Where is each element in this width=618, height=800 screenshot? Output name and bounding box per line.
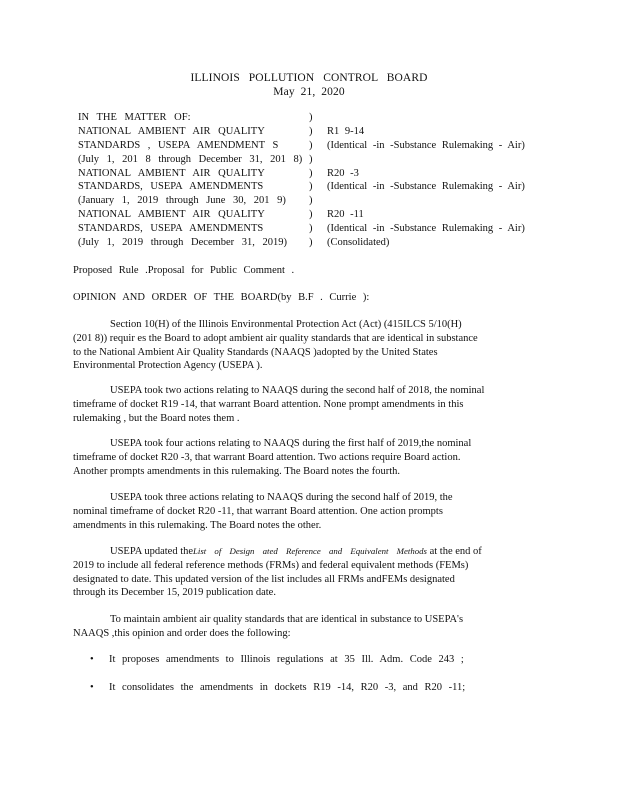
- caption-right: (Identical -in -Substance Rulemaking - Air): [327, 139, 525, 151]
- agency-title: ILLINOIS POLLUTION CONTROL BOARD: [190, 72, 428, 84]
- text-line: to the National Ambient Air Quality Standards (NAAQS )adopted by the United States: [73, 346, 438, 358]
- paragraph-r19-14: [73, 384, 533, 425]
- caption-left: IN THE MATTER OF:: [78, 112, 191, 123]
- caption-paren: ): [309, 167, 313, 179]
- paragraph-statutory-basis: [73, 318, 533, 373]
- caption-paren: ): [309, 139, 313, 151]
- caption-left: STANDARDS, USEPA AMENDMENTS: [78, 223, 264, 235]
- bullet-text: It consolidates the amendments in dockets R19 -14, R20 -3, and R20 -11;: [109, 682, 466, 693]
- text-line: USEPA took four actions relating to NAAQS during the first half of 2019,the nominal: [110, 438, 472, 449]
- caption-paren: ): [309, 153, 313, 165]
- text-line: To maintain ambient air quality standards that are identical in substance to USEPA's: [110, 614, 464, 625]
- caption-paren: ): [309, 223, 313, 235]
- text-line: amendments in this rulemaking. The Board notes the other.: [73, 519, 322, 531]
- caption-paren: ): [309, 181, 313, 193]
- text-line: through its December 15, 2019 publication date.: [73, 587, 276, 599]
- text-line: NAAQS ,this opinion and order does the following:: [73, 627, 291, 639]
- list-title-italic: List of Design ated Reference and Equivalent Methods: [193, 546, 427, 556]
- proposal-line: Proposed Rule .Proposal for Public Comment .: [73, 265, 295, 276]
- caption-left: STANDARDS , USEPA AMENDMENT S: [78, 139, 279, 151]
- text-run: USEPA updated the: [110, 546, 194, 557]
- caption-left: STANDARDS, USEPA AMENDMENTS: [78, 181, 264, 193]
- caption-row: [78, 223, 548, 237]
- paragraph-r20-11: [73, 491, 533, 532]
- caption-right: R1 9-14: [327, 125, 365, 137]
- caption-left: NATIONAL AMBIENT AIR QUALITY: [78, 167, 265, 179]
- caption-row: [78, 126, 548, 140]
- bullet-icon: •: [90, 682, 94, 693]
- caption-row: [78, 237, 548, 251]
- paragraph-summary-intro: [73, 613, 533, 641]
- paragraph-frm-fem-list: [73, 545, 533, 600]
- caption-left: (January 1, 2019 through June 30, 201 9): [78, 195, 286, 207]
- caption-row: [78, 112, 548, 126]
- caption-row: [78, 181, 548, 195]
- bullet-text: It proposes amendments to Illinois regulations at 35 Ill. Adm. Code 243 ;: [109, 654, 464, 665]
- text-line: timeframe of docket R19 -14, that warrant Board attention. None prompt amendments in this: [73, 398, 464, 410]
- bullet-icon: •: [90, 654, 94, 665]
- caption-row: [78, 195, 548, 209]
- text-line: Environmental Protection Agency (USEPA ).: [73, 360, 263, 372]
- caption-right: R20 -11: [327, 209, 364, 221]
- paragraph-r20-3: [73, 437, 533, 478]
- text-line: designated to date. This updated version of the list includes all FRMs andFEMs designated: [73, 573, 455, 585]
- caption-paren: ): [309, 195, 313, 207]
- text-line: USEPA took two actions relating to NAAQS during the second half of 2018, the nominal: [110, 385, 485, 396]
- text-line: 2019 to include all federal reference methods (FRMs) and federal equivalent methods (FEMs): [73, 559, 469, 571]
- caption-right: (Consolidated): [327, 237, 390, 249]
- text-line: Section 10(H) of the Illinois Environmental Protection Act (Act) (415ILCS 5/10(H): [110, 319, 462, 330]
- caption-left: (July 1, 201 8 through December 31, 201 8): [78, 153, 303, 165]
- text-line: USEPA took three actions relating to NAAQS during the second half of 2019, the: [110, 492, 453, 503]
- caption-paren: ): [309, 112, 313, 123]
- caption-left: NATIONAL AMBIENT AIR QUALITY: [78, 209, 265, 221]
- caption-right: (Identical -in -Substance Rulemaking - Air): [327, 181, 525, 193]
- caption-paren: ): [309, 209, 313, 221]
- case-caption: [78, 112, 548, 251]
- caption-right: R20 -3: [327, 167, 359, 179]
- caption-right: (Identical -in -Substance Rulemaking - Air): [327, 223, 525, 235]
- text-line: (201 8)) requir es the Board to adopt ambient air quality standards that are identical in substance: [73, 332, 478, 344]
- caption-paren: ): [309, 125, 313, 137]
- caption-row: [78, 209, 548, 223]
- caption-paren: ): [309, 237, 313, 249]
- caption-row: [78, 168, 548, 182]
- caption-left: (July 1, 2019 through December 31, 2019): [78, 237, 288, 249]
- text-line: timeframe of docket R20 -3, that warrant Board attention. Two actions require Board action.: [73, 451, 461, 463]
- caption-row: [78, 140, 548, 154]
- caption-row: [78, 154, 548, 168]
- text-line: Another prompts amendments in this rulemaking. The Board notes the fourth.: [73, 465, 400, 477]
- caption-left: NATIONAL AMBIENT AIR QUALITY: [78, 125, 265, 137]
- text-line: [73, 545, 533, 559]
- text-line: nominal timeframe of docket R20 -11, that warrant Board attention. One action prompts: [73, 505, 443, 517]
- text-line: rulemaking , but the Board notes them .: [73, 412, 240, 424]
- opinion-heading: OPINION AND ORDER OF THE BOARD(by B.F . Currie ):: [73, 292, 370, 303]
- document-date: May 21, 2020: [273, 86, 345, 98]
- text-run: at the end of: [426, 546, 482, 557]
